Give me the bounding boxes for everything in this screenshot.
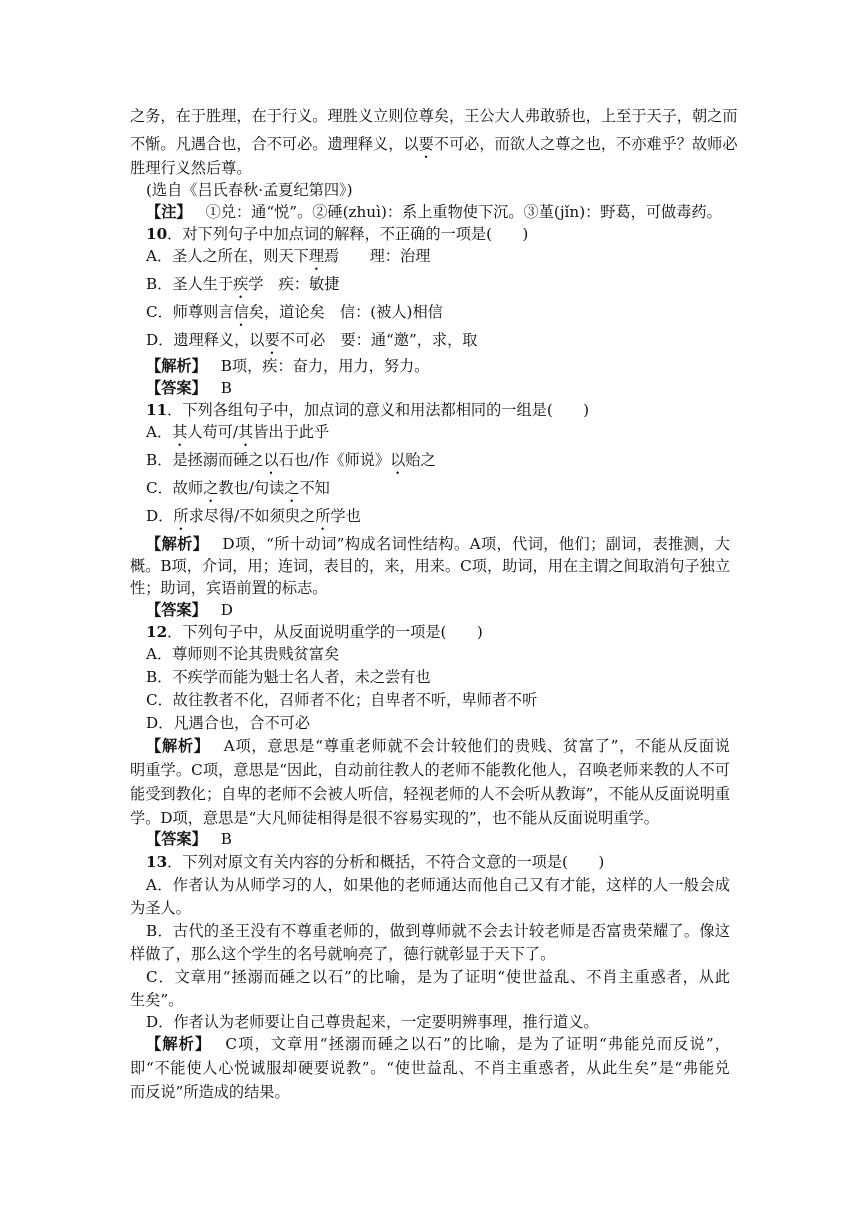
option-c-cont: 生矣”。	[130, 991, 184, 1009]
option-d	[146, 330, 730, 358]
analysis	[146, 1034, 730, 1054]
analysis-line: 而反说”所造成的结果。	[130, 1083, 290, 1101]
option-b	[146, 274, 730, 302]
answer	[146, 829, 730, 849]
text-span: 11	[146, 401, 168, 419]
option-b	[146, 450, 730, 478]
analysis-line: 学。D项，意思是“大凡师徒相得是很不容易实现的”，也不能从反面说明重学。	[130, 809, 659, 827]
answer	[146, 378, 730, 398]
dotted-word: 要	[264, 331, 280, 349]
analysis-line: 明重学。C项，意思是“因此，自动前往教人的老师不能教化他人，召唤老师来教的人不可	[130, 761, 730, 779]
question-stem	[146, 622, 730, 642]
option-c: C．文章用“拯溺而硾之以石”的比喻，是为了证明“使世益乱、不肖主重惑者，从此	[146, 968, 730, 986]
text-span: 【答案】	[146, 601, 207, 619]
dotted-word: 所	[173, 507, 189, 525]
footnote	[146, 202, 730, 222]
dotted-word: 信	[233, 303, 249, 321]
option-a: A．作者认为从师学习的人，如果他的老师通达而他自己又有才能，这样的人一般会成	[146, 876, 730, 894]
text-span: B项，疾：奋力，用力，努力。	[220, 357, 430, 375]
dotted-word: 其	[172, 423, 188, 441]
text-span: 不可必，而欲人之尊之也，不亦难乎？故师必	[433, 135, 738, 153]
dotted-word: 理	[308, 247, 325, 265]
text-span: 10	[146, 225, 168, 243]
passage-line: 胜理行义然后尊。	[130, 159, 252, 177]
option-d	[146, 506, 730, 534]
note-label: 【注】	[146, 203, 192, 221]
text-span: 学也	[330, 507, 361, 525]
option-c: C．故往教者不化，召师者不化；自卑者不听，卑师者不听	[146, 691, 538, 709]
option-b-cont: 样做了，那么这个学生的名号就响亮了，德行就彰显于天下了。	[130, 945, 556, 963]
text-span: 教也/句读	[218, 479, 285, 497]
analysis-line: 即“不能使人心悦诚服却硬要说教”。“使世益乱、不肖主重惑者，从此生矣”是“弗能兑	[130, 1059, 730, 1077]
dotted-word: 之	[203, 479, 219, 497]
text-span: 【解析】	[146, 535, 209, 553]
text-span: C．故师	[146, 479, 204, 497]
dotted-word: 疾	[233, 275, 249, 293]
text-span: ．下列对原文有关内容的分析和概括，不符合文意的一项是( )	[167, 853, 605, 871]
text-span: 石也/作《师说》	[278, 451, 391, 469]
option-d: D．凡遇合也，合不可必	[146, 714, 311, 732]
text-span: 【解析】	[146, 357, 207, 375]
passage-line: 之务，在于胜理，在于行义。理胜义立则位尊矣，王公大人弗敢骄也，上至于天子，朝之而	[130, 107, 738, 125]
text-span: 13	[146, 853, 168, 871]
text-span: D．	[146, 507, 174, 525]
text-span: A．	[146, 423, 173, 441]
option-a-cont: 为圣人。	[130, 899, 191, 917]
analysis-line: 能受到教化；自卑的老师不会被人听信，轻视老师的人不会听从教诲”，不能从反面说明重	[130, 785, 731, 803]
option-a	[146, 246, 730, 274]
text-span: 求尽得/不如须臾之	[188, 507, 316, 525]
text-span: C．师尊则言	[146, 303, 234, 321]
question-stem	[146, 400, 730, 420]
text-span: ．下列句子中，从反面说明重学的一项是( )	[167, 623, 483, 641]
text-span: 【答案】	[146, 830, 207, 848]
text-span: 皆出于此乎	[253, 423, 330, 441]
text-span: 焉 理：治理	[324, 247, 431, 265]
text-span: 不惭。凡遇合也，合不可必。遗理释义，以	[130, 135, 419, 153]
option-a	[146, 422, 730, 450]
text-span: ．下列各组句子中，加点词的意义和用法都相同的一组是( )	[167, 401, 590, 419]
dotted-word: 其	[238, 423, 254, 441]
analysis	[146, 736, 730, 756]
text-span: 不可必 要：通“邀”，求，取	[279, 331, 478, 349]
dotted-word: 要	[418, 135, 434, 153]
dotted-word: 以	[263, 451, 279, 469]
option-a: A．尊师则不论其贵贱贫富矣	[146, 645, 340, 663]
text-span: 学 疾：敏捷	[248, 275, 340, 293]
option-b: B．古代的圣王没有不尊重老师的，做到尊师就不会去计较老师是否富贵荣耀了。像这	[146, 922, 730, 940]
text-span: A．圣人之所在，则天下	[146, 247, 309, 265]
text-span: 12	[146, 623, 168, 641]
option-d: D．作者认为老师要让自己尊贵起来，一定要明辨事理，推行道义。	[146, 1013, 599, 1031]
analysis-line: 概。B项，介词，用；连词，表目的，来，用来。C项，助词，用在主谓之间取消句子独立	[130, 557, 730, 575]
text-span: 矣，道论矣 信：(被人)相信	[248, 303, 443, 321]
option-c	[146, 478, 730, 506]
option-b: B．不疾学而能为魁士名人者，未之尝有也	[146, 668, 431, 686]
text-span: 【答案】	[146, 379, 207, 397]
analysis-line: 性；助词，宾语前置的标志。	[130, 579, 328, 597]
dotted-word: 所	[315, 507, 331, 525]
analysis	[146, 356, 730, 376]
text-span: ①兑：通“悦”。②硾(zhuì)：系上重物使下沉。③堇(jǐn)：野葛，可做毒药。	[205, 203, 722, 221]
text-span: ．对下列句子中加点词的解释，不正确的一项是( )	[167, 225, 529, 243]
text-span: 【解析】	[146, 1035, 212, 1053]
text-span: B．圣人生于	[146, 275, 234, 293]
text-span: B	[220, 830, 232, 848]
passage-source: (选自《吕氏春秋·孟夏纪第四》)	[146, 181, 353, 199]
text-span: A项，意思是“尊重老师就不会计较他们的贵贱、贫富了”，不能从反面说	[223, 737, 730, 755]
text-span: B．是拯溺而硾之	[146, 451, 264, 469]
text-span: D项，“所十动词”构成名词性结构。A项，代词，他们；副词，表推测，大	[222, 535, 730, 553]
analysis	[146, 534, 730, 554]
dotted-word: 以	[390, 451, 406, 469]
question-stem	[146, 852, 730, 872]
text-span: 贻之	[405, 451, 436, 469]
text-span: 【解析】	[146, 737, 210, 755]
text-span: C项，文章用“拯溺而硾之以石”的比喻，是为了证明“弗能兑而反说”，	[225, 1035, 730, 1053]
answer	[146, 600, 730, 620]
question-stem	[146, 224, 730, 244]
text-span: D	[220, 601, 233, 619]
text-span: 人苟可/	[187, 423, 239, 441]
text-span: 不知	[299, 479, 330, 497]
option-c	[146, 302, 730, 330]
text-span: D．遗理释义，以	[146, 331, 265, 349]
dotted-word: 之	[284, 479, 300, 497]
text-span: B	[220, 379, 232, 397]
